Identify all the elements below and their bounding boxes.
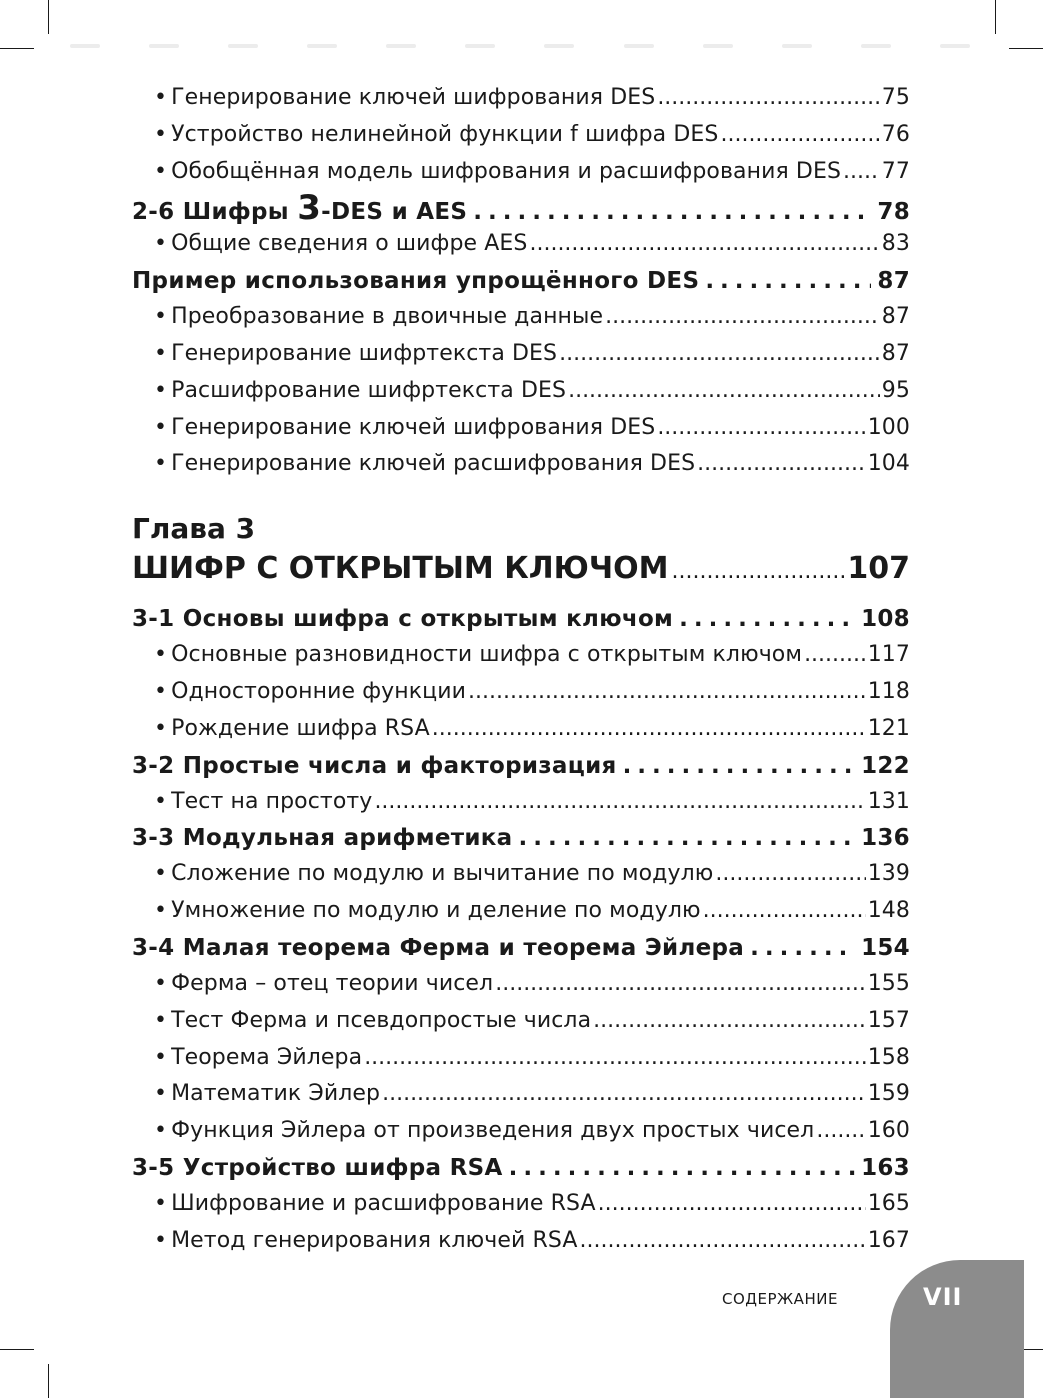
toc-entry: • Генерирование ключей шифрования DES ..... 100 [132,410,910,447]
toc-entry: • Односторонние функции ..... 118 [132,674,910,711]
toc-section: 3-3 Модульная арифметика . . . 136 [132,820,910,856]
chapter-title: ШИФР С ОТКРЫТЫМ КЛЮЧОМ ..... 107 [132,547,910,591]
toc-entry: • Умножение по модулю и деление по модулю ..... 148 [132,893,910,930]
toc-entry: • Устройство нелинейной функции f шифра DES ..... 76 [132,117,910,154]
crop-mark [1009,48,1043,49]
toc-section: 3-2 Простые числа и факторизация . . . 122 [132,748,910,784]
crop-mark [0,1349,34,1350]
toc-entry: • Основные разновидности шифра с открытым ключом ..... 117 [132,637,910,674]
toc-entry: • Математик Эйлер ..... 159 [132,1076,910,1113]
toc-entry: • Генерирование ключей расшифрования DES ..... 104 [132,446,910,483]
toc-entry: • Сложение по модулю и вычитание по модулю ..... 139 [132,856,910,893]
toc-entry: • Преобразование в двоичные данные ..... 87 [132,299,910,336]
toc-entry: • Общие сведения о шифре AES ..... 83 [132,226,910,263]
toc-entry: • Обобщённая модель шифрования и расшифрования DES ..... 77 [132,154,910,191]
toc-entry: • Рождение шифра RSA ..... 121 [132,711,910,748]
toc-entry: • Расшифрование шифртекста DES ..... 95 [132,373,910,410]
toc-entry: • Генерирование ключей шифрования DES ..... 75 [132,80,910,117]
toc-entry: • Функция Эйлера от произведения двух простых чисел ..... 160 [132,1113,910,1150]
crop-mark [995,0,996,34]
toc-entry: • Метод генерирования ключей RSA ..... 167 [132,1223,910,1260]
toc-section: 3-1 Основы шифра с открытым ключом . . . 108 [132,601,910,637]
toc-section: Пример использования упрощённого DES . . . 87 [132,263,910,299]
toc-section: 3-5 Устройство шифра RSA . . . 163 [132,1150,910,1186]
toc-entry: • Тест на простоту ..... 131 [132,784,910,821]
toc-entry: • Теорема Эйлера ..... 158 [132,1040,910,1077]
crop-mark [0,48,34,49]
crop-mark [48,0,49,34]
crop-mark [48,1364,49,1398]
page-number: VII [923,1283,963,1311]
toc-entry: • Ферма – отец теории чисел ..... 155 [132,966,910,1003]
toc-section: 2-6 Шифры 3-DES и AES . . . 78 [132,190,910,226]
top-dashes [70,44,970,50]
chapter-label: Глава 3 [132,512,256,546]
toc-entry: • Генерирование шифртекста DES ..... 87 [132,336,910,373]
toc-entry: • Шифрование и расшифрование RSA ..... 165 [132,1186,910,1223]
toc-section: 3-4 Малая теорема Ферма и теорема Эйлера . . . 154 [132,930,910,966]
toc-entry: • Тест Ферма и псевдопростые числа ..... 157 [132,1003,910,1040]
table-of-contents [132,80,910,1260]
running-footer-label: СОДЕРЖАНИЕ [722,1290,838,1308]
page-number-tab [890,1260,1024,1398]
